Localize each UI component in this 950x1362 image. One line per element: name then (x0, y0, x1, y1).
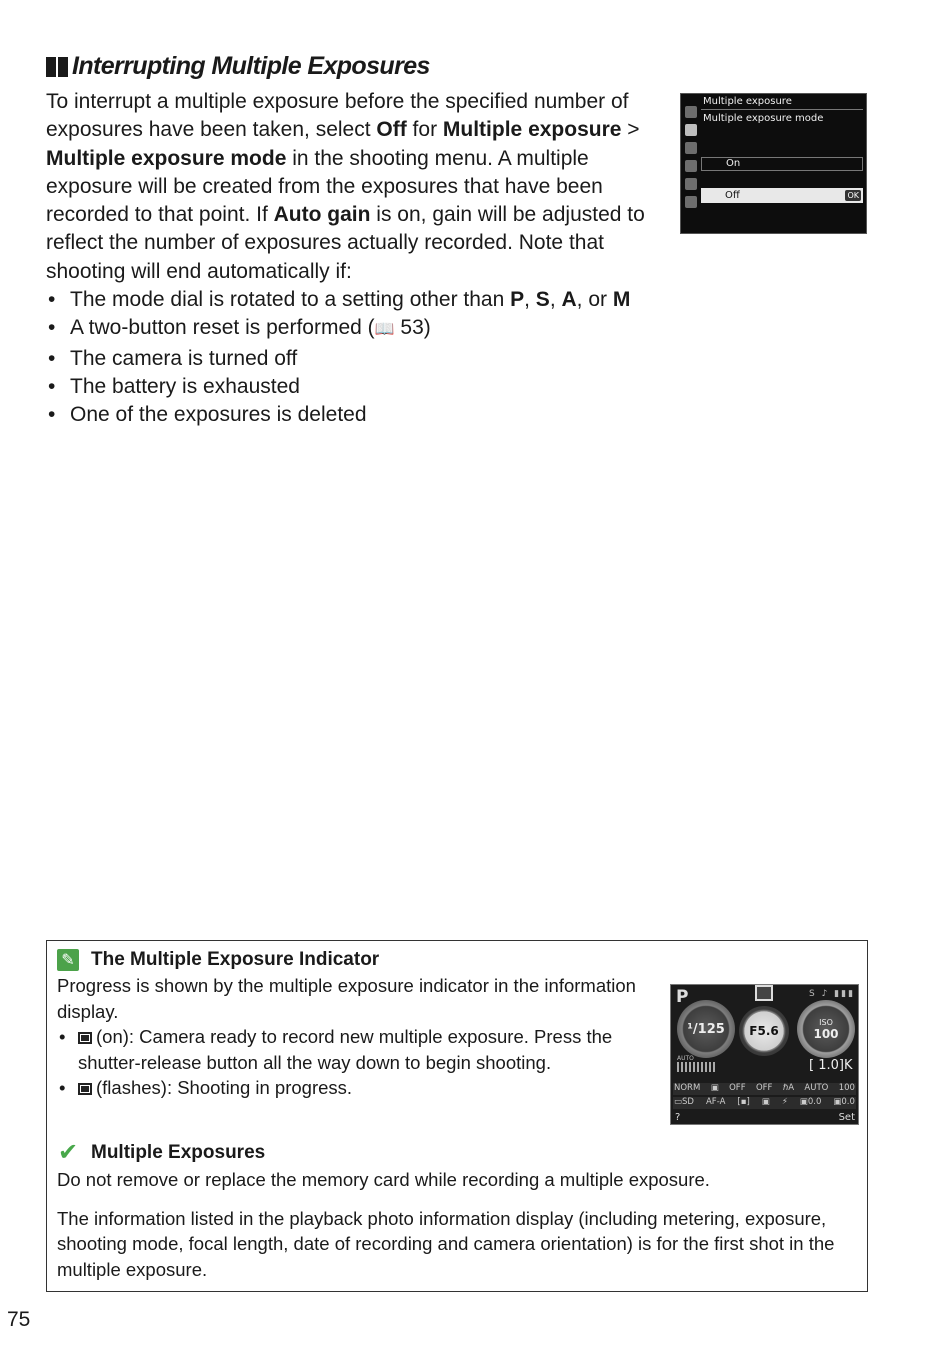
list-item-text: A two-button reset is performed ( (70, 316, 375, 340)
menu-divider (701, 109, 863, 110)
settings-row-1 (673, 1083, 856, 1095)
card-slot: ▭SD (674, 1097, 694, 1107)
end-conditions-list (46, 286, 670, 429)
flash-icon: ⚡ (781, 1097, 788, 1107)
iso-setting: 100 (838, 1083, 855, 1093)
intro-text-3: > (621, 118, 640, 142)
help-icon: ? (675, 1112, 681, 1123)
list-item-text: (flashes): Shooting in progress. (96, 1077, 353, 1098)
body-text (46, 88, 670, 430)
setting-value: ℏA (782, 1083, 795, 1093)
indicator-note-heading (57, 949, 379, 971)
ok-icon: OK (847, 191, 859, 200)
notes-box (46, 940, 868, 1292)
multiple-exposure-icon (78, 1083, 92, 1095)
exposure-compensation: ▣0.0 (799, 1097, 822, 1107)
information-display-screenshot (670, 984, 859, 1125)
list-item: • The camera is turned off (46, 345, 670, 373)
menu-sidebar (683, 102, 699, 214)
indicator-note-title: The Multiple Exposure Indicator (91, 949, 380, 970)
recent-settings-icon (685, 196, 697, 208)
section-title: Interrupting Multiple Exposures (72, 52, 430, 80)
multiple-note-para-2: The information listed in the playback photo information display (including metering, exposure, shooting mode, focal length, date of recording and camera orientation) is for the first shot in the multiple exposure. (57, 1207, 835, 1280)
section-marker-icon (46, 57, 68, 77)
iso-dial (797, 1000, 855, 1058)
list-item (57, 1075, 649, 1101)
intro-bold-off: Off (376, 118, 407, 142)
list-item (57, 1024, 649, 1075)
page-reference[interactable]: 53) (394, 316, 431, 340)
camera-menu-icon (685, 124, 697, 136)
list-item: • The battery is exhausted (46, 373, 670, 401)
exposure-meter (677, 1062, 717, 1072)
intro-bold-auto-gain: Auto gain (273, 203, 371, 227)
multiple-note-title: Multiple Exposures (91, 1142, 266, 1163)
menu-subtitle: Multiple exposure mode (703, 113, 824, 124)
intro-text-5: is on, gain will be adjusted to reflect the number of exposures actually recorded. Note that shooting will end automatically if: (46, 203, 645, 283)
separator: , or (576, 288, 613, 312)
intro-paragraph (46, 88, 664, 286)
mode-s: S (535, 288, 550, 312)
flash-compensation: ▣0.0 (833, 1097, 855, 1107)
list-item-text: (on): Camera ready to record new multiple exposure. Press the shutter-release button all the way down to begin shooting. (78, 1026, 613, 1073)
page-number: 75 (7, 1308, 31, 1331)
playback-menu-icon (685, 106, 697, 118)
wrench-icon (685, 160, 697, 172)
multiple-note-heading (57, 1139, 266, 1166)
auto-label: AUTO (677, 1055, 694, 1062)
metering-icon: ▣ (761, 1097, 770, 1107)
pencil-icon (685, 142, 697, 154)
intro-text-2: for (406, 118, 443, 142)
shutter-speed-dial (677, 1000, 735, 1058)
intro-text-1: To interrupt a multiple exposure before the specified number of exposures have been taken, select (46, 90, 629, 142)
mode-p: P (510, 288, 525, 312)
settings-row-2 (673, 1097, 856, 1109)
list-item (46, 286, 670, 314)
separator: , (524, 288, 536, 312)
mode-m: M (612, 288, 631, 312)
setting-value: OFF (729, 1083, 746, 1093)
aperture: F5.6 (749, 1024, 779, 1038)
indicator-note-body (57, 973, 649, 1101)
setting-value: OFF (755, 1083, 773, 1093)
multiple-note-body (57, 1167, 857, 1282)
white-balance: AUTO (804, 1083, 829, 1093)
menu-title: Multiple exposure (703, 96, 792, 107)
menu-option-label: On (726, 158, 741, 169)
af-area-icon: [▪] (737, 1097, 750, 1107)
intro-bold-mode: Multiple exposure mode (46, 146, 287, 170)
image-size-icon: ▣ (710, 1083, 719, 1093)
separator: , (549, 288, 562, 312)
image-quality: NORM (674, 1083, 701, 1093)
set-label: Set (838, 1112, 855, 1123)
camera-menu-screenshot (680, 93, 867, 234)
book-reference-icon: 📖 (374, 321, 395, 339)
pencil-note-icon: ✎ (57, 949, 79, 971)
iso-value: 100 (813, 1026, 839, 1041)
focus-mode: AF-A (705, 1097, 726, 1107)
status-icons: S ♪ ▮▮▮ (809, 989, 856, 999)
shutter-speed: ¹/125 (687, 1021, 725, 1037)
mode-a: A (561, 288, 577, 312)
iso-label: ISO (819, 1017, 833, 1027)
menu-option-on (701, 157, 863, 171)
list-item: • One of the exposures is deleted (46, 401, 670, 429)
aperture-dial (739, 1006, 789, 1056)
multiple-note-para-1: Do not remove or replace the memory card while recording a multiple exposure. (57, 1169, 710, 1190)
list-item-text: The mode dial is rotated to a setting other than (70, 288, 511, 312)
multiple-exposure-icon (78, 1032, 92, 1044)
multiple-exposure-indicator-icon (755, 985, 773, 1001)
checkmark-icon: ✔ (57, 1139, 79, 1166)
indicator-note-intro: Progress is shown by the multiple exposure indicator in the information display. (57, 975, 636, 1022)
menu-option-label: Off (725, 190, 740, 201)
retouch-icon (685, 178, 697, 190)
shooting-mode: P (676, 987, 689, 1007)
intro-text-4: in the shooting menu. A multiple exposure will be created from the exposures that have been recorded to that point. If (46, 146, 603, 227)
indicator-states-list (57, 1024, 649, 1101)
section-heading (46, 52, 430, 81)
intro-bold-multiple-exposure: Multiple exposure (442, 118, 622, 142)
menu-option-off (701, 188, 863, 203)
exposures-remaining: [ 1.0]K (809, 1058, 853, 1073)
list-item (46, 314, 670, 344)
